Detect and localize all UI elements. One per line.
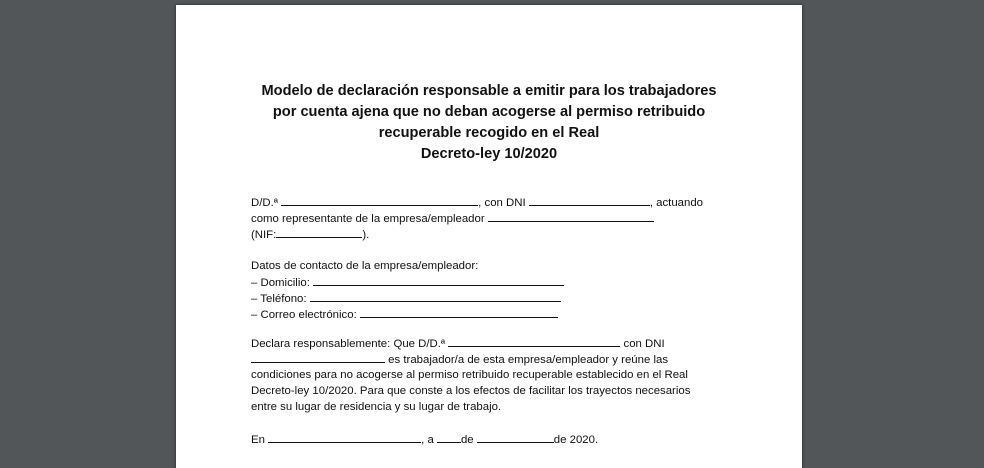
declaration-line-4: Decreto-ley 10/2020. Para que conste a los efectos de facilitar los trayectos necesarios [251,385,691,397]
name-blank[interactable] [281,194,478,206]
telefono-line [251,290,731,306]
identification-line-1 [251,194,731,210]
label-actuando: , actuando [649,197,704,209]
contact-section [251,258,731,322]
domicilio-line [251,274,731,290]
label-a: , a [421,434,437,446]
label-telefono: – Teléfono: [251,293,310,305]
title-line: Modelo de declaración responsable a emitir para los trabajadores [261,83,717,99]
place-blank[interactable] [268,431,421,443]
label-dni: , con DNI [478,197,529,209]
label-domicilio: – Domicilio: [251,277,314,289]
worker-dni-blank[interactable] [251,351,385,363]
domicilio-blank[interactable] [313,274,564,286]
declaration-section [251,335,731,415]
label-declara: Declara responsablemente: Que D/D.ª [251,338,449,350]
label-close: ). [362,229,370,241]
label-dd: D/D.ª [251,197,282,209]
contact-heading: Datos de contacto de la empresa/empleador: [251,260,479,272]
signature-line [251,431,731,447]
title-line: recuperable recogido en el Real [378,125,600,141]
label-year: de 2020. [553,434,599,446]
label-nif: (NIF: [251,229,277,241]
dni-blank[interactable] [529,194,650,206]
month-blank[interactable] [477,431,554,443]
label-de: de [460,434,477,446]
label-trabajador: es trabajador/a de esta empresa/empleador y reúne las [385,354,669,366]
declaration-line-1 [251,335,731,351]
document-title [176,81,802,165]
identification-section [251,194,731,242]
declaration-line-2 [251,351,731,367]
label-correo: – Correo electrónico: [251,309,360,321]
title-line: Decreto-ley 10/2020 [420,146,558,162]
document-page [176,5,802,468]
company-blank[interactable] [488,210,654,222]
identification-line-2 [251,210,731,226]
correo-blank[interactable] [360,306,558,318]
declaration-line-3: condiciones para no acogerse al permiso retribuido recuperable establecido en el Real [251,369,688,381]
label-en: En [251,434,269,446]
declaration-line-5: entre su lugar de residencia y su lugar de trabajo. [251,401,502,413]
title-line: por cuenta ajena que no deban acogerse al permiso retribuido [272,104,706,120]
signature-section [251,431,731,447]
nif-blank[interactable] [276,226,362,238]
label-con-dni: con DNI [620,338,665,350]
label-representante: como representante de la empresa/empleador [251,213,488,225]
identification-line-3 [251,226,731,242]
worker-name-blank[interactable] [448,335,620,347]
correo-line [251,306,731,322]
telefono-blank[interactable] [310,290,561,302]
day-blank[interactable] [437,431,461,443]
